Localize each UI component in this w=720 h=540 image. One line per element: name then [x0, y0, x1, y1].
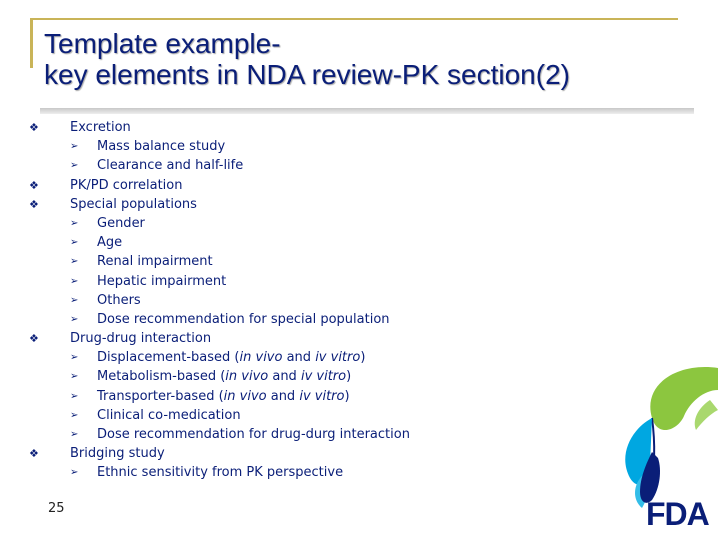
arrow-bullet-icon: ➢ [70, 371, 79, 383]
title-line-2: key elements in NDA review-PK section(2) [44, 59, 570, 90]
title-underline [40, 108, 694, 114]
sub-bullet-label: Age [97, 235, 123, 251]
arrow-bullet-icon: ➢ [70, 390, 79, 402]
sub-bullet-label [97, 387, 350, 406]
sub-bullet-item [0, 272, 700, 291]
arrow-bullet-icon: ➢ [70, 467, 79, 479]
sub-bullet-text-part: ) [344, 388, 350, 404]
sub-bullet-label: Renal impairment [97, 254, 213, 270]
diamond-bullet-icon: ❖ [29, 178, 39, 192]
sub-bullet-text-part: ) [346, 369, 352, 385]
arrow-bullet-icon: ➢ [70, 141, 79, 153]
sub-bullet-text-part: in vivo [239, 350, 283, 366]
arrow-bullet-icon: ➢ [70, 217, 79, 229]
diamond-bullet-icon: ❖ [29, 332, 39, 346]
title-line-1: Template example- [44, 28, 281, 59]
page-number: 25 [48, 501, 65, 516]
sub-bullet-text-part: Transporter-based ( [97, 388, 224, 404]
arrow-bullet-icon: ➢ [70, 160, 79, 172]
sub-bullet-text-part: iv vitro [300, 369, 347, 385]
arrow-bullet-icon: ➢ [70, 294, 79, 306]
arrow-bullet-icon: ➢ [70, 237, 79, 249]
sub-bullet-item [0, 156, 700, 175]
sub-bullet-text-part: and [282, 350, 316, 366]
sub-bullet-item [0, 252, 700, 271]
sub-bullet-text-part: iv vitro [315, 350, 361, 366]
sub-bullet-label [97, 367, 351, 386]
sub-bullet-text-part: ) [360, 350, 366, 366]
sub-bullet-label: Mass balance study [97, 139, 226, 155]
sub-bullet-text-part: Displacement-based ( [97, 350, 240, 366]
bullet-label: Bridging study [70, 446, 165, 462]
butterfly-wing-green [650, 367, 718, 430]
sub-bullet-text-part: and [268, 369, 301, 385]
arrow-bullet-icon: ➢ [70, 409, 79, 421]
bullet-label: PK/PD correlation [70, 177, 183, 193]
diamond-bullet-icon: ❖ [29, 447, 39, 461]
sub-bullet-label: Clinical co-medication [97, 407, 241, 423]
sub-bullet-item [0, 137, 700, 156]
arrow-bullet-icon: ➢ [70, 429, 79, 440]
sub-bullet-label: Hepatic impairment [97, 273, 227, 289]
frame-accent-vertical [30, 18, 33, 68]
arrow-bullet-icon: ➢ [70, 275, 79, 287]
bullet-item [0, 329, 700, 348]
sub-bullet-text-part: in vivo [223, 388, 267, 404]
sub-bullet-item [0, 214, 700, 233]
frame-accent-horizontal [30, 18, 678, 20]
sub-bullet-label [97, 348, 365, 367]
diamond-bullet-icon: ❖ [29, 197, 39, 211]
arrow-bullet-icon: ➢ [70, 256, 79, 268]
butterfly-wing-green-small [695, 400, 718, 430]
sub-bullet-label: Dose recommendation for drug-durg interaction [97, 427, 410, 442]
sub-bullet-text-part: iv vitro [299, 388, 345, 404]
bullet-label: Drug-drug interaction [70, 331, 212, 347]
sub-bullet-label: Ethnic sensitivity from PK perspective [97, 465, 344, 481]
sub-bullet-item [0, 291, 700, 310]
bullet-label: Excretion [70, 120, 131, 135]
sub-bullet-item [0, 233, 700, 252]
bullet-label: Special populations [70, 196, 197, 212]
fda-logo-text: FDA [646, 496, 709, 532]
arrow-bullet-icon: ➢ [70, 313, 79, 325]
sub-bullet-text-part: in vivo [225, 369, 269, 385]
bullet-item [0, 176, 700, 195]
bullet-item [0, 118, 700, 137]
sub-bullet-text-part: and [266, 388, 300, 404]
bullet-item [0, 195, 700, 214]
slide-title [44, 28, 570, 90]
sub-bullet-item [0, 310, 700, 329]
sub-bullet-label: Dose recommendation for special population [97, 311, 390, 327]
sub-bullet-text-part: Metabolism-based ( [97, 369, 226, 385]
diamond-bullet-icon: ❖ [29, 121, 39, 134]
arrow-bullet-icon: ➢ [70, 352, 79, 364]
sub-bullet-label: Gender [97, 215, 145, 231]
sub-bullet-label: Clearance and half-life [97, 158, 244, 174]
sub-bullet-label: Others [97, 292, 141, 308]
